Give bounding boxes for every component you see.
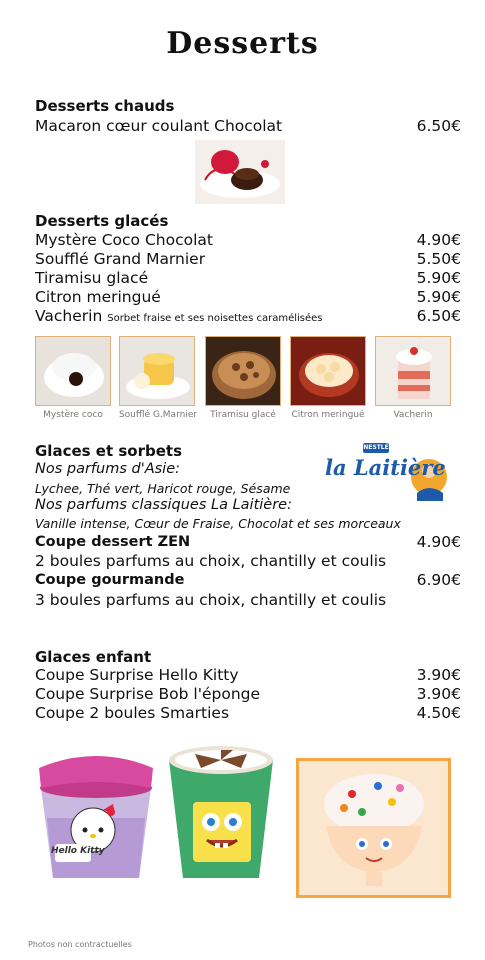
menu-item <box>35 231 461 250</box>
logo-text: la Laitière <box>325 455 446 480</box>
laitiere-logo <box>325 443 453 505</box>
section-heading-chauds: Desserts chauds <box>35 97 175 115</box>
menu-item <box>35 533 461 552</box>
item-price: 6.50€ <box>416 117 461 135</box>
item-name: Citron meringué <box>35 288 161 306</box>
item-name: Coupe 2 boules Smarties <box>35 704 230 722</box>
section-heading-glaces: Desserts glacés <box>35 212 169 230</box>
item-description: 3 boules parfums au choix, chantilly et coulis <box>35 591 387 609</box>
hello-kitty-cup-photo <box>33 748 159 884</box>
menu-item <box>35 685 461 704</box>
item-name: Tiramisu glacé <box>35 269 149 287</box>
item-price: 3.90€ <box>416 666 461 684</box>
mystere-coco-photo <box>35 336 111 406</box>
macaron-photo <box>195 140 285 204</box>
item-name: Macaron cœur coulant Chocolat <box>35 117 283 135</box>
citron-photo <box>290 336 366 406</box>
item-price: 6.50€ <box>416 307 461 325</box>
tiramisu-photo <box>205 336 281 406</box>
menu-item <box>35 307 461 328</box>
caption: Tiramisu glacé <box>210 410 276 420</box>
item-name: Coupe Surprise Bob l'éponge <box>35 685 261 703</box>
item-name: Coupe gourmande <box>35 572 185 588</box>
item-price: 5.90€ <box>416 269 461 287</box>
caption: Citron meringué <box>291 410 365 420</box>
caption: Mystère coco <box>43 410 103 420</box>
menu-item <box>35 571 461 590</box>
vacherin-photo <box>375 336 451 406</box>
hello-kitty-text: Hello Kitty <box>51 846 105 856</box>
menu-item <box>35 666 461 685</box>
spongebob-cup-photo <box>163 742 279 884</box>
souffle-photo <box>119 336 195 406</box>
item-price: 6.90€ <box>416 571 461 589</box>
menu-item <box>35 117 461 136</box>
menu-item <box>35 250 461 269</box>
item-name: Vacherin <box>35 307 103 325</box>
item-price: 4.90€ <box>416 231 461 249</box>
classic-label: Nos parfums classiques La Laitière: <box>35 497 292 513</box>
item-price: 4.90€ <box>416 533 461 551</box>
footer-note: Photos non contractuelles <box>28 940 132 949</box>
section-heading-enfant: Glaces enfant <box>35 648 152 666</box>
item-description: 2 boules parfums au choix, chantilly et coulis <box>35 552 387 570</box>
logo-badge: NESTLÉ <box>363 444 389 451</box>
classic-flavours: Vanille intense, Cœur de Fraise, Chocolat et ses morceaux <box>35 516 401 531</box>
caption: Soufflé G.Marnier <box>118 410 198 420</box>
item-price: 4.50€ <box>416 704 461 722</box>
item-price: 3.90€ <box>416 685 461 703</box>
item-price: 5.50€ <box>416 250 461 268</box>
item-name: Soufflé Grand Marnier <box>35 250 206 268</box>
menu-item <box>35 288 461 307</box>
section-heading-sorbets: Glaces et sorbets <box>35 442 182 460</box>
item-name: Mystère Coco Chocolat <box>35 231 213 249</box>
page-title: Desserts <box>166 26 319 61</box>
item-price: 5.90€ <box>416 288 461 306</box>
caption: Vacherin <box>393 410 433 420</box>
item-name: Coupe dessert ZEN <box>35 534 191 550</box>
asie-flavours: Lychee, Thé vert, Haricot rouge, Sésame <box>35 481 291 496</box>
menu-item <box>35 704 461 723</box>
item-name: Coupe Surprise Hello Kitty <box>35 666 239 684</box>
menu-item <box>35 269 461 288</box>
smarties-coupe-photo <box>296 758 451 898</box>
asie-label: Nos parfums d'Asie: <box>35 461 181 477</box>
item-description: Sorbet fraise et ses noisettes caramélisées <box>107 313 323 324</box>
